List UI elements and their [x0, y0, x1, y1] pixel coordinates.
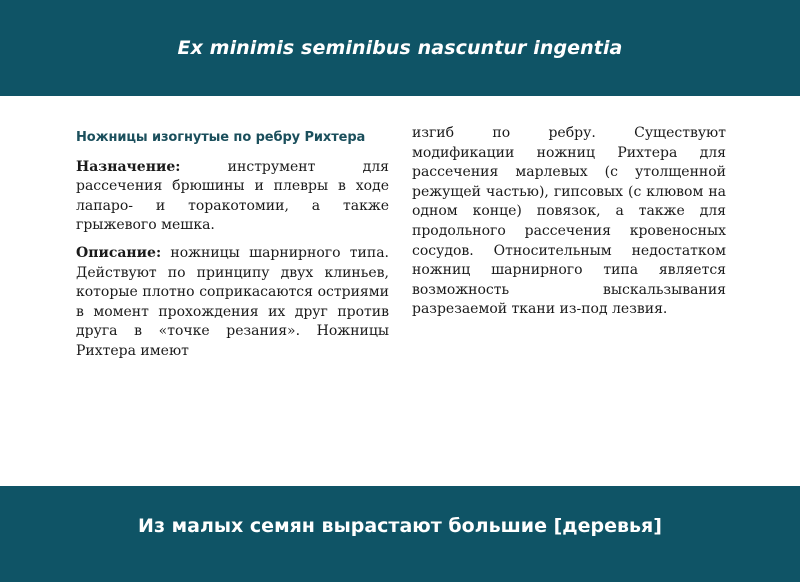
- right-column: [412, 124, 726, 320]
- description-paragraph: [76, 244, 389, 362]
- description-label: Описание:: [76, 244, 162, 261]
- continuation-paragraph: изгиб по ребру. Существуют модификации ножниц Рихтера для рассечения марлевых (с утолщенной режущей частью), гипсовых (с клювом на одном конце) повязок, а также для продольного рассечения кровеносных сосудов. Относительным недостатком ножниц шарнирного типа является возможность выскальзывания разрезаемой ткани из-под лезвия.: [412, 125, 726, 318]
- description-text: ножницы шарнирного типа. Действуют по принципу двух клиньев, которые плотно соприкасаются остриями в момент прохождения их друг против друга в «точке резания». Ножницы Рихтера имеют: [76, 244, 389, 359]
- purpose-paragraph: [76, 158, 389, 236]
- article-title: Ножницы изогнутые по ребру Рихтера: [76, 130, 366, 145]
- purpose-text: инструмент для рассечения брюшины и плевры в ходе лапаро- и торакотомии, а также грыжевого мешка.: [76, 158, 389, 234]
- motto-translation: Из малых семян вырастают большие [деревья]: [138, 515, 662, 537]
- header-banner: [0, 0, 800, 96]
- footer-banner: [0, 486, 800, 582]
- purpose-label: Назначение:: [76, 158, 181, 175]
- left-column: [76, 124, 389, 370]
- latin-motto: Ex minimis seminibus nascuntur ingentia: [177, 37, 623, 59]
